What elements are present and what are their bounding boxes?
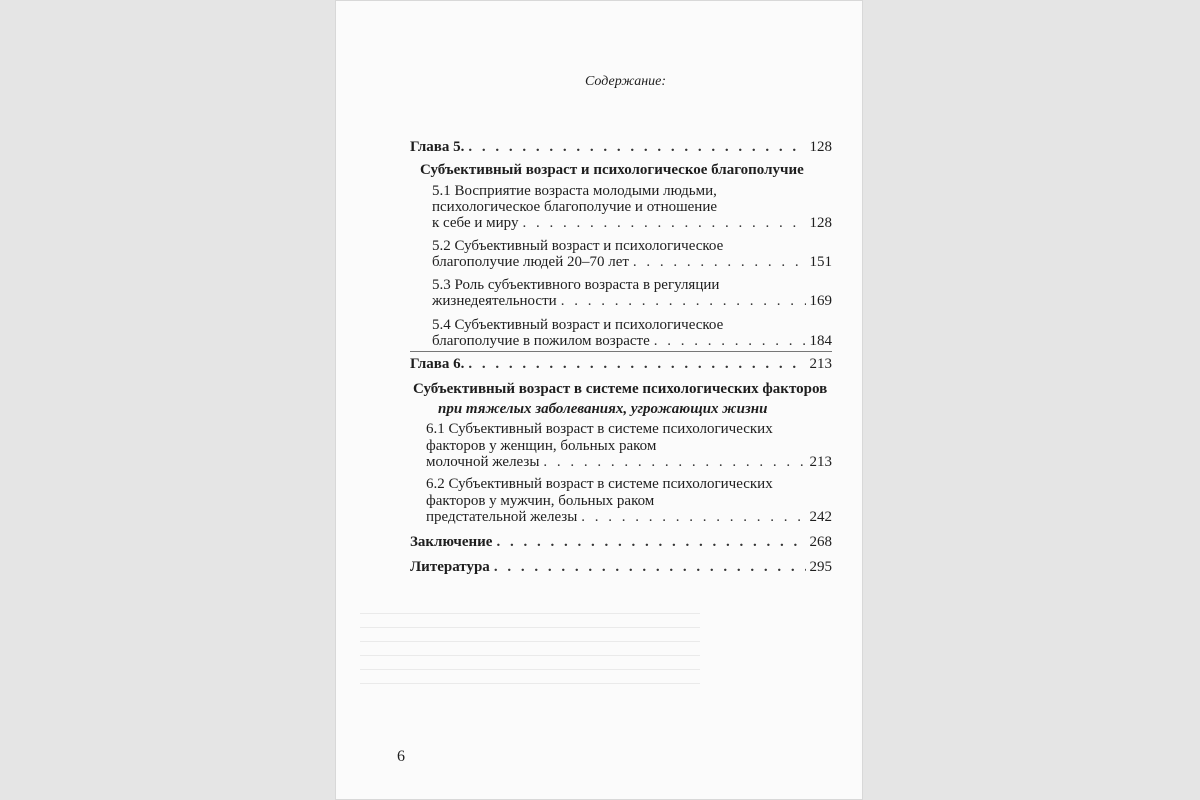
toc-page-number: 268 — [809, 534, 832, 550]
leader-dots — [561, 291, 806, 311]
toc-section-5-2-line-1: 5.2 Субъективный возраст и психологическое — [432, 238, 724, 254]
toc-section-label: благополучие людей 20–70 лет — [432, 254, 629, 270]
leader-dots — [468, 354, 805, 374]
toc-section-label: благополучие в пожилом возрасте — [432, 333, 650, 349]
toc-section-5-1-line-1: 5.1 Восприятие возраста молодыми людьми, — [432, 183, 717, 199]
toc-chapter-5[interactable] — [410, 137, 832, 157]
toc-conclusion[interactable] — [410, 532, 832, 552]
leader-dots — [494, 557, 806, 577]
toc-entry-label: Литература — [410, 559, 490, 575]
toc-page-number: 151 — [809, 254, 832, 270]
leader-dots — [633, 252, 806, 272]
toc-page-number: 242 — [809, 509, 832, 525]
toc-page-number: 184 — [809, 333, 832, 349]
page-number: 6 — [397, 748, 405, 765]
toc-chapter-6-title-line-1: Субъективный возраст в системе психологических факторов — [413, 381, 828, 397]
toc-chapter-5-title: Субъективный возраст и психологическое благополучие — [420, 162, 804, 178]
toc-section-6-1[interactable] — [426, 452, 832, 472]
toc-section-6-2-line-2: факторов у мужчин, больных раком — [426, 493, 655, 509]
toc-heading: Содержание: — [585, 74, 667, 89]
toc-section-label: предстательной железы — [426, 509, 578, 525]
toc-entry-label: Заключение — [410, 534, 493, 550]
toc-section-label: жизнедеятельности — [432, 293, 557, 309]
toc-section-5-3[interactable] — [432, 291, 832, 311]
leader-dots — [654, 331, 806, 351]
toc-section-5-4[interactable] — [432, 331, 832, 351]
toc-chapter-label: Глава 5. — [410, 139, 465, 155]
toc-section-label: к себе и миру — [432, 215, 519, 231]
toc-section-5-1[interactable] — [432, 213, 832, 233]
leader-dots — [468, 137, 805, 157]
toc-section-6-1-line-1: 6.1 Субъективный возраст в системе психологических — [426, 421, 773, 437]
toc-section-5-3-line-1: 5.3 Роль субъективного возраста в регуляции — [432, 277, 720, 293]
toc-page-number: 128 — [809, 215, 832, 231]
leader-dots — [581, 507, 805, 527]
toc-section-5-4-line-1: 5.4 Субъективный возраст и психологическое — [432, 317, 724, 333]
toc-page-number: 128 — [809, 139, 832, 155]
toc-chapter-6[interactable] — [410, 354, 832, 374]
leader-dots — [543, 452, 805, 472]
toc-literature[interactable] — [410, 557, 832, 577]
toc-page-number: 295 — [809, 559, 832, 575]
leader-dots — [496, 532, 805, 552]
toc-section-6-1-line-2: факторов у женщин, больных раком — [426, 438, 657, 454]
toc-section-5-1-line-2: психологическое благополучие и отношение — [432, 199, 718, 215]
divider-line — [410, 351, 832, 352]
toc-section-label: молочной железы — [426, 454, 540, 470]
toc-chapter-label: Глава 6. — [410, 356, 465, 372]
toc-chapter-6-title-line-2: при тяжелых заболеваниях, угрожающих жизни — [438, 401, 768, 417]
toc-section-5-2[interactable] — [432, 252, 832, 272]
toc-section-6-2[interactable] — [426, 507, 832, 527]
leader-dots — [522, 213, 805, 233]
toc-page-number: 169 — [809, 293, 832, 309]
toc-section-6-2-line-1: 6.2 Субъективный возраст в системе психологических — [426, 476, 773, 492]
toc-page-number: 213 — [809, 356, 832, 372]
toc-page-number: 213 — [809, 454, 832, 470]
